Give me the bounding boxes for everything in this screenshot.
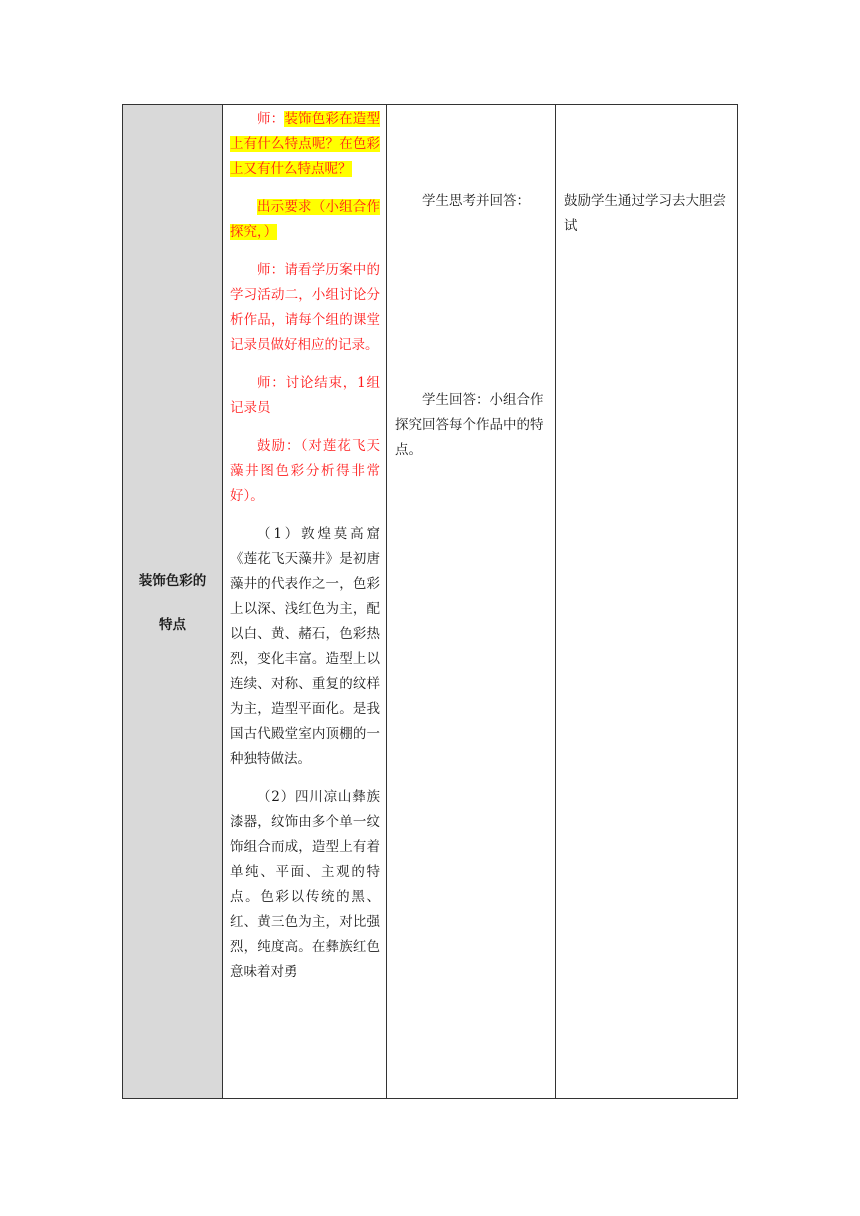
topic-line-1: 装饰色彩的	[138, 572, 207, 589]
teacher-encourage: 鼓励：（对莲花飞天藻井图色彩分析得非常好）。	[230, 438, 380, 504]
topic-label	[123, 557, 222, 647]
table-row	[123, 105, 738, 1099]
design-intent-cell	[556, 105, 738, 1099]
student-activity-cell	[387, 105, 556, 1099]
teacher-task	[230, 195, 380, 245]
lesson-plan-table	[122, 104, 738, 1099]
teacher-task-highlight: 出示要求（小组合作探究，）	[230, 199, 380, 240]
teacher-discussion-end: 师：讨论结束，1组记录员	[230, 375, 380, 416]
student-think: 学生思考并回答：	[422, 193, 530, 209]
teacher-instruction: 师：请看学历案中的学习活动二，小组讨论分析作品，请每个组的课堂记录员做好相应的记录。	[230, 262, 380, 353]
artwork-analysis-1: （1）敦煌莫高窟《莲花飞天藻井》是初唐藻井的代表作之一，色彩上以深、浅红色为主，配以白、黄、赭石，色彩热烈，变化丰富。造型上以连续、对称、重复的纹样为主，造型平面化。是我国古代殿堂室内顶棚的一种独特做法。	[230, 526, 380, 767]
design-intent-text: 鼓励学生通过学习去大胆尝试	[564, 193, 726, 234]
artwork-analysis-2: （2）四川凉山彝族漆器，纹饰由多个单一纹饰组合而成，造型上有着单纯、平面、主观的特点。色彩以传统的黑、红、黄三色为主，对比强烈，纯度高。在彝族红色意味着对勇	[230, 789, 380, 980]
topic-cell	[123, 105, 223, 1099]
student-answer: 学生回答：小组合作探究回答每个作品中的特点。	[395, 392, 544, 458]
teacher-question-prefix: 师：	[257, 111, 285, 127]
teacher-question-highlight: 装饰色彩在造型上有什么特点呢？在色彩上又有什么特点呢？	[230, 111, 380, 177]
teacher-activity-cell	[223, 105, 387, 1099]
teacher-question	[230, 107, 380, 182]
topic-line-2: 特点	[159, 616, 186, 633]
